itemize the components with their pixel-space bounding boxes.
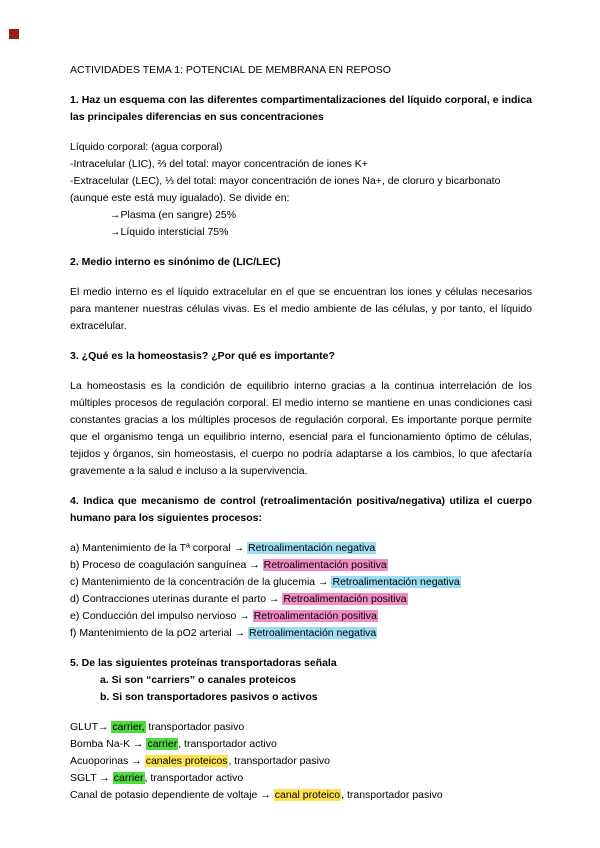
text-run: 5. De las siguientes proteínas transportadoras señala [70,657,337,669]
highlight-pink: Retroalimentación positiva [283,593,407,605]
text-run: El medio interno es el líquido extracelular en el que se encuentran los iones y células necesarios para mantener nuestras células vivas. Es el medio ambiente de las células, y por tanto, el líquido extracelular. [70,286,532,332]
text-run: b) Proceso de coagulación sanguínea → [70,559,263,571]
text-line [70,378,532,480]
text-run: f) Mantenimiento de la pO2 arterial → [70,627,248,639]
text-run: GLUT→ [70,721,112,733]
text-run: , transportador activo [144,772,244,784]
highlight-cyan: Retroalimentación negativa [332,576,460,588]
red-square-marker [9,29,19,39]
text-line [70,284,532,335]
text-run: Líquido corporal: (agua corporal) [70,141,223,153]
text-run: La homeostasis es la condición de equilibrio interno gracias a la continua interrelación de los múltiples procesos de regulación corporal. El medio interno se mantiene en unas condiciones casi constantes gracias a los múltiples procesos de regulación corporal. Es importante porque permite que el organismo tenga un equilibrio interno, esencial para el funcionamiento óptimo de células, tejidos y órganos, sin homeostasis, el cuerpo no podría adaptarse a los cambios, lo que afectaría gravemente a la salud e incluso a la supervivencia. [70,380,532,477]
text-run: Bomba Na-K → [70,738,147,750]
answer-2-paragraph [70,284,532,335]
text-run: -Intracelular (LIC), ⅔ del total: mayor concentración de iones K+ [70,158,368,170]
text-line [70,770,532,787]
highlight-yellow: canales proteicos [145,755,228,767]
text-line [70,540,532,557]
question-5-heading [70,655,532,706]
text-line [70,254,532,271]
highlight-pink: Retroalimentación positiva [253,610,377,622]
text-line [70,787,532,804]
text-run: Canal de potasio dependiente de voltaje → [70,789,274,801]
text-line [70,493,532,527]
text-line [110,207,532,224]
question-2-heading [70,254,532,271]
text-line [70,591,532,608]
text-line [70,557,532,574]
answer-4-feedback-list [70,540,532,642]
text-run: -Extracelular (LEC), ⅓ del total: mayor concentración de iones Na+, de cloruro y bicarbonato [70,175,501,187]
text-run: b. Si son transportadores pasivos o activos [100,691,318,703]
text-run: a. Si son “carriers” o canales proteicos [100,674,297,686]
text-line [70,190,532,207]
text-run: Acuoporinas → [70,755,145,767]
highlight-cyan: Retroalimentación negativa [248,542,376,554]
text-run: a) Mantenimiento de la Tª corporal → [70,542,248,554]
text-run: →Plasma (en sangre) 25% [110,209,237,221]
text-line [110,224,532,241]
text-line [70,574,532,591]
document-title: ACTIVIDADES TEMA 1: POTENCIAL DE MEMBRANA EN REPOSO [70,64,391,76]
highlight-green: carrier [147,738,178,750]
highlight-pink: Retroalimentación positiva [263,559,387,571]
answer-3-paragraph [70,378,532,480]
question-1-heading [70,92,532,126]
text-line [70,625,532,642]
text-run: 4. Indica que mecanismo de control (retroalimentación positiva/negativa) utiliza el cuerpo humano para los siguientes procesos: [70,495,532,524]
highlight-yellow: canal proteico [274,789,341,801]
document-body [70,92,532,804]
highlight-green: carrier, [112,721,145,733]
text-line [70,655,532,672]
text-run: c) Mantenimiento de la concentración de la glucemia → [70,576,332,588]
question-3-heading [70,348,532,365]
text-run: SGLT → [70,772,113,784]
text-line [70,753,532,770]
question-4-heading [70,493,532,527]
text-run: , transportador pasivo [228,755,330,767]
highlight-green: carrier [113,772,144,784]
text-line [70,348,532,365]
text-line [70,736,532,753]
text-run: , transportador pasivo [341,789,443,801]
highlight-cyan: Retroalimentación negativa [249,627,377,639]
text-run: (aunque este está muy igualado). Se divide en: [70,192,290,204]
answer-5-transporter-list [70,719,532,804]
text-line [70,173,532,190]
text-run: e) Conducción del impulso nervioso → [70,610,253,622]
text-line [70,608,532,625]
text-run: →Líquido intersticial 75% [110,226,229,238]
text-run: , transportador activo [178,738,277,750]
text-run: 3. ¿Qué es la homeostasis? ¿Por qué es importante? [70,350,335,362]
answer-1-fluid-compartments [70,139,532,241]
text-line [70,139,532,156]
text-run: 1. Haz un esquema con las diferentes compartimentalizaciones del líquido corporal, e indica las principales diferencias en sus concentraciones [70,94,532,123]
text-line [70,719,532,736]
text-run: transportador pasivo [145,721,245,733]
text-run: d) Contracciones uterinas durante el parto → [70,593,283,605]
text-run: 2. Medio interno es sinónimo de (LIC/LEC) [70,256,281,268]
text-line [100,672,532,689]
text-line [70,156,532,173]
text-line [100,689,532,706]
document-content [70,62,532,804]
text-line [70,92,532,126]
